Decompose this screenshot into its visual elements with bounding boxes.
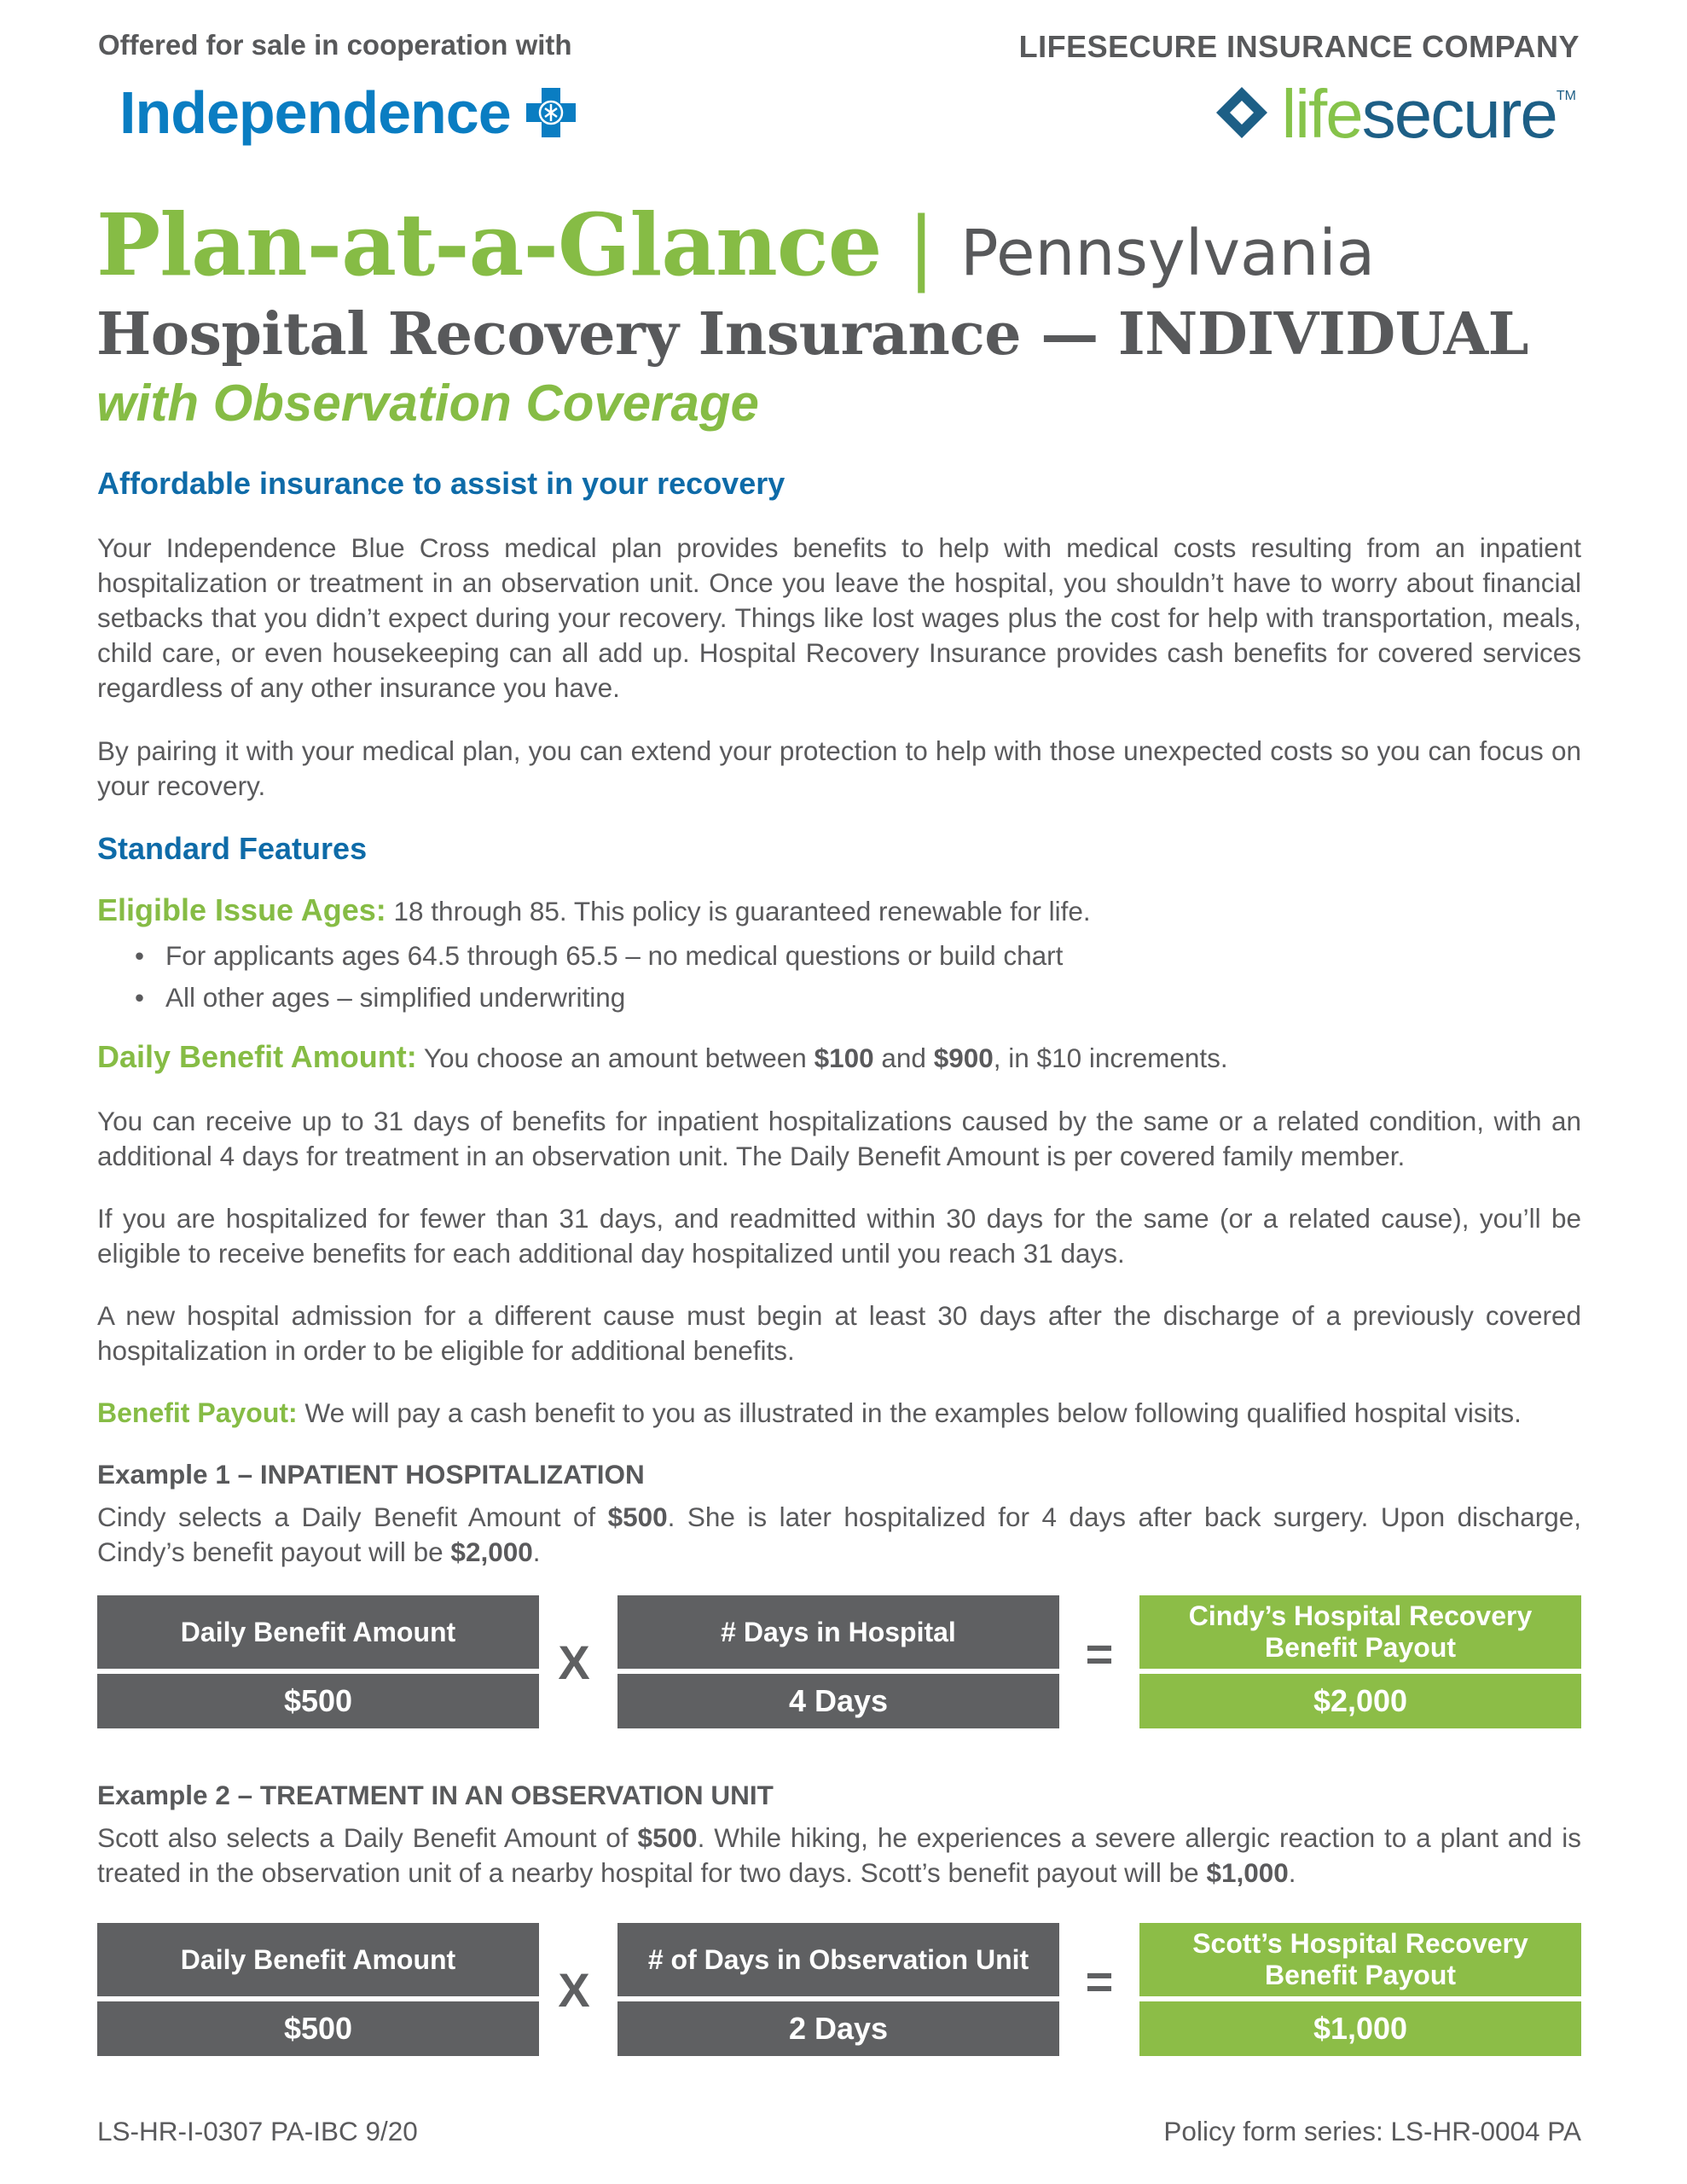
daily-benefit-line: Daily Benefit Amount: You choose an amount between $100 and $900, in $10 increments. [97,1039,1228,1074]
lifesecure-diamond-icon [1214,84,1270,145]
page-title: Plan-at-a-Glance | Pennsylvania [96,195,1376,295]
benefit-payout-line: Benefit Payout: We will pay a cash benefit to you as illustrated in the examples below following qualified hospital visits. [97,1397,1522,1428]
example-2-payout-label: Scott’s Hospital Recovery Benefit Payout [1139,1923,1581,1996]
list-item: • For applicants ages 64.5 through 65.5 – no medical questions or build chart [165,935,1063,977]
intro-paragraph-1: Your Independence Blue Cross medical plan provides benefits to help with medical costs resulting from an inpatient hospitalization or treatment in an observation unit. Once you leave the hospital, you shouldn’t have to worry about financial setbacks that you didn’t expect during your recovery. Things like lost wages plus the cost for help with transportation, meals, child care, or even housekeeping can all add up. Hospital Recovery Insurance provides cash benefits for covered services regardless of any other insurance you have. [97,532,1581,703]
list-item: • All other ages – simplified underwriting [165,977,1063,1019]
page-tagline: with Observation Coverage [96,375,759,432]
example-1-daily-benefit-value: $500 [97,1674,539,1728]
trademark-mark: TM [1556,89,1576,103]
example-2-daily-benefit-label: Daily Benefit Amount [97,1923,539,1996]
example-2-daily-benefit-value: $500 [97,2001,539,2056]
features-heading: Standard Features [97,831,368,866]
page-subtitle: Hospital Recovery Insurance — INDIVIDUAL [96,300,1528,369]
example-1-title: Example 1 – INPATIENT HOSPITALIZATION [97,1459,645,1490]
example-1-payout-label: Cindy’s Hospital Recovery Benefit Payout [1139,1595,1581,1669]
readmission-paragraph: If you are hospitalized for fewer than 31 days, and readmitted within 30 days for the same (or a related cause), you’ll be eligible to receive benefits for each additional day hospitalized until you reach 31 days. [97,1203,1581,1269]
example-1-description: Cindy selects a Daily Benefit Amount of $500. She is later hospitalized for 4 days after back surgery. Upon discharge, Cindy’s benefit payout will be $2,000. [97,1502,1581,1567]
eligible-ages-line: Eligible Issue Ages: 18 through 85. This policy is guaranteed renewable for life. [97,892,1091,927]
multiply-operator: X [558,1635,590,1689]
form-number: LS-HR-I-0307 PA-IBC 9/20 [97,2116,418,2146]
example-2-title: Example 2 – TREATMENT IN AN OBSERVATION UNIT [97,1780,774,1810]
lifesecure-logo [1214,76,1577,152]
independence-logo-text: Independence [119,79,511,146]
example-1-days-label: # Days in Hospital [617,1595,1059,1669]
offered-text: Offered for sale in cooperation with [98,29,572,61]
daily-benefit-label: Daily Benefit Amount: [97,1039,417,1074]
example-2-days-label: # of Days in Observation Unit [617,1923,1059,1996]
example-2-payout-value: $1,000 [1139,2001,1581,2056]
example-1-payout-value: $2,000 [1139,1674,1581,1728]
state-name: Pennsylvania [960,217,1376,290]
intro-heading: Affordable insurance to assist in your recovery [97,466,786,501]
company-name: LIFESECURE INSURANCE COMPANY [1018,29,1580,64]
lifesecure-logo-text: lifesecure [1281,76,1557,152]
example-2-days-value: 2 Days [617,2001,1059,2056]
eligible-ages-label: Eligible Issue Ages: [97,892,386,927]
equals-operator: = [1085,1955,1114,2008]
intro-paragraph-2: By pairing it with your medical plan, you can extend your protection to help with those unexpected costs so you can focus on your recovery. [97,735,1581,801]
eligibility-bullet-list [165,935,1063,1019]
independence-logo [119,78,577,147]
example-1-days-value: 4 Days [617,1674,1059,1728]
example-1-daily-benefit-label: Daily Benefit Amount [97,1595,539,1669]
blue-cross-icon [525,86,577,139]
example-2-description: Scott also selects a Daily Benefit Amount of $500. While hiking, he experiences a severe allergic reaction to a plant and is treated in the observation unit of a nearby hospital for two days. Scott’s benefit payout will be $1,000. [97,1822,1582,1888]
benefit-payout-label: Benefit Payout: [97,1397,298,1428]
multiply-operator: X [558,1963,590,2017]
benefit-days-paragraph: You can receive up to 31 days of benefits for inpatient hospitalizations caused by the same or a related condition, with an additional 4 days for treatment in an observation unit. The Daily Benefit Amount is per covered family member. [97,1106,1581,1171]
new-admission-paragraph: A new hospital admission for a different cause must begin at least 30 days after the discharge of a previously covered hospitalization in order to be eligible for additional benefits. [97,1300,1581,1366]
equals-operator: = [1085,1627,1114,1681]
policy-form-series: Policy form series: LS-HR-0004 PA [1163,2116,1581,2146]
